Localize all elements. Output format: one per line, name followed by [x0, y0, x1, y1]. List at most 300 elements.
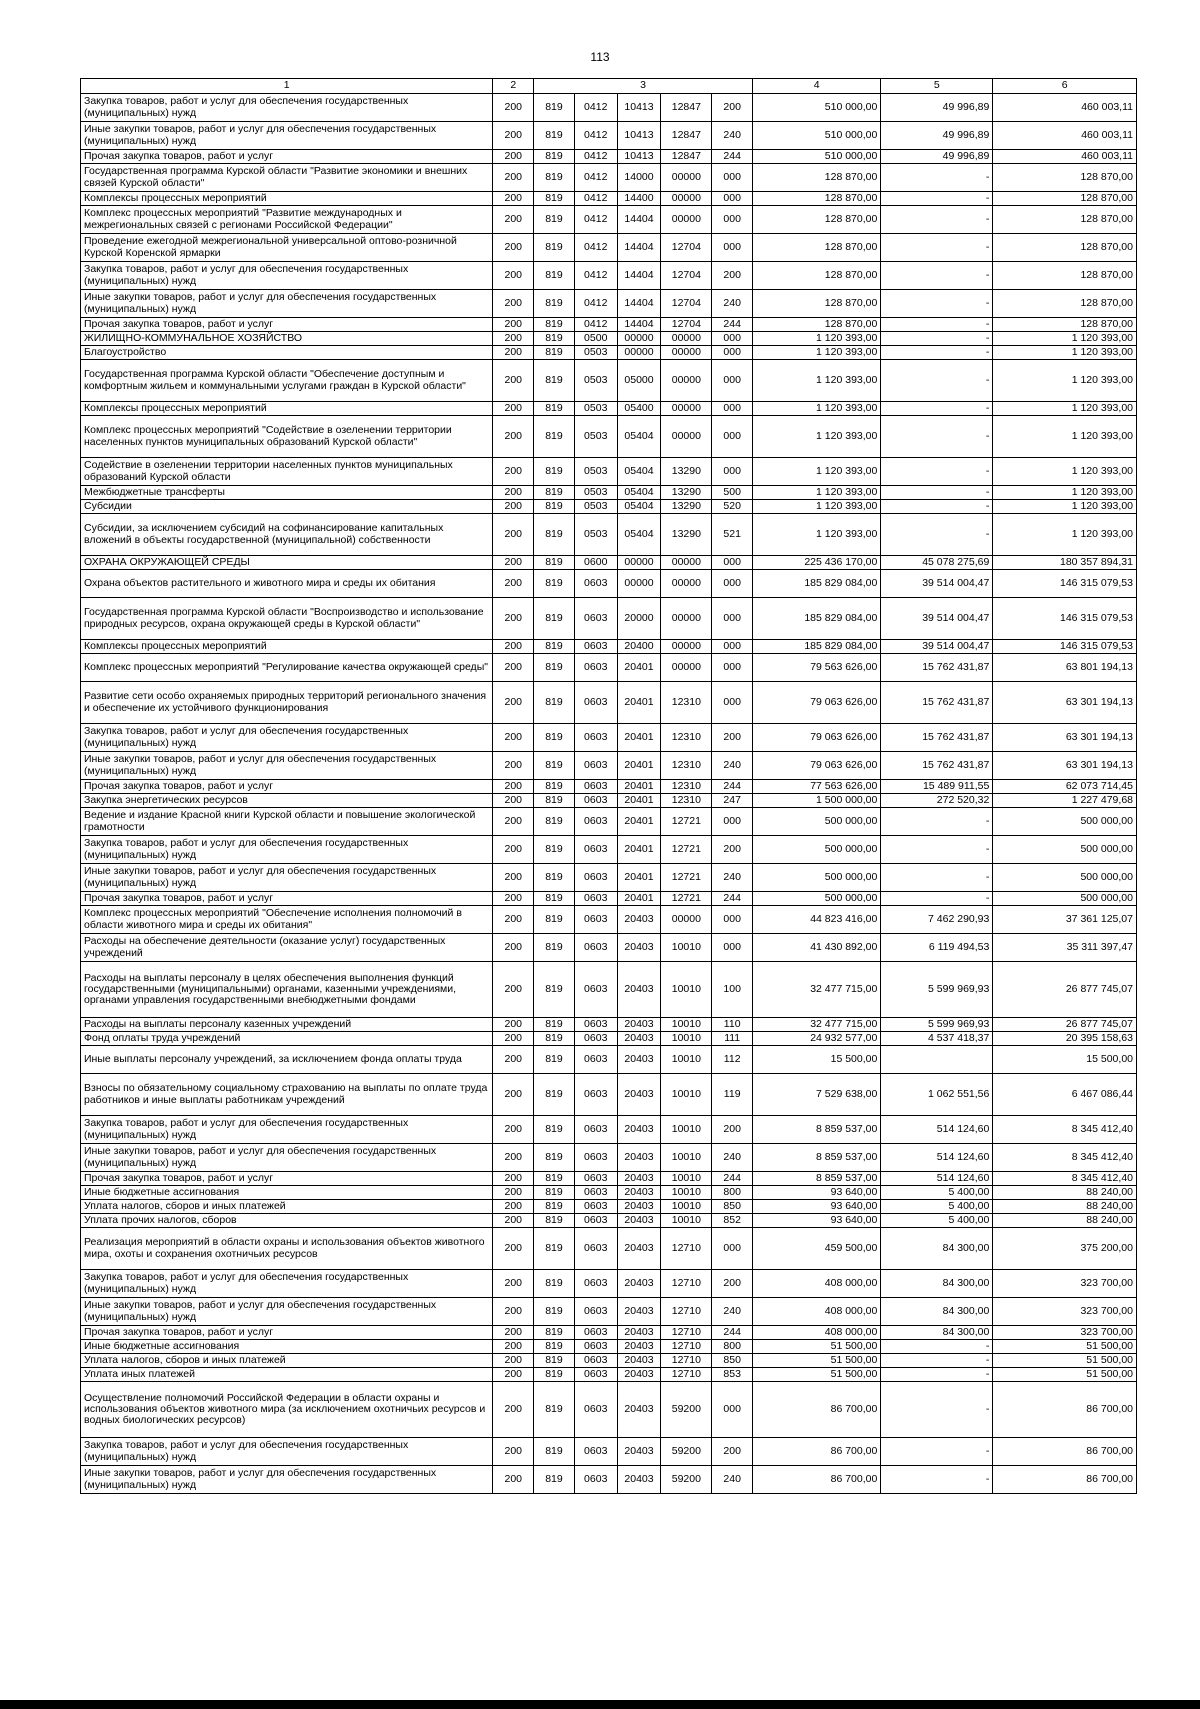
table-body — [81, 94, 1137, 1494]
row-plan-amount: 86 700,00 — [753, 1438, 881, 1466]
row-plan-amount: 79 063 626,00 — [753, 752, 881, 780]
row-plan-amount: 500 000,00 — [753, 892, 881, 906]
row-section: 0603 — [574, 1018, 617, 1032]
row-name: Уплата налогов, сборов и иных платежей — [81, 1200, 493, 1214]
table-row — [81, 962, 1137, 1018]
row-remaining-amount: 460 003,11 — [993, 150, 1137, 164]
row-plan-amount: 86 700,00 — [753, 1382, 881, 1438]
row-executed-amount: - — [881, 346, 993, 360]
row-executed-amount: 15 762 431,87 — [881, 654, 993, 682]
row-plan-amount: 128 870,00 — [753, 206, 881, 234]
row-executed-amount: - — [881, 164, 993, 192]
row-name: Содействие в озеленении территории населенных пунктов муниципальных образований Курской области — [81, 458, 493, 486]
row-executed-amount: - — [881, 836, 993, 864]
row-program: 00000 — [617, 346, 661, 360]
row-direction: 10010 — [661, 1186, 712, 1200]
table-row — [81, 1200, 1137, 1214]
row-grbs: 200 — [493, 1214, 534, 1228]
table-row — [81, 1018, 1137, 1032]
row-code-a: 819 — [534, 654, 575, 682]
row-executed-amount: - — [881, 416, 993, 458]
row-code-a: 819 — [534, 598, 575, 640]
row-direction: 12721 — [661, 864, 712, 892]
row-direction: 00000 — [661, 206, 712, 234]
row-program: 20403 — [617, 962, 661, 1018]
row-program: 20403 — [617, 1074, 661, 1116]
row-remaining-amount: 6 467 086,44 — [993, 1074, 1137, 1116]
header-row — [81, 79, 1137, 94]
table-row — [81, 724, 1137, 752]
row-executed-amount: 39 514 004,47 — [881, 640, 993, 654]
row-executed-amount: 7 462 290,93 — [881, 906, 993, 934]
row-section: 0603 — [574, 1326, 617, 1340]
row-remaining-amount: 500 000,00 — [993, 892, 1137, 906]
table-row — [81, 598, 1137, 640]
row-executed-amount: - — [881, 500, 993, 514]
row-name: Государственная программа Курской области "Обеспечение доступным и комфортным жильем и коммунальными услугами граждан в Курской области" — [81, 360, 493, 402]
row-program: 00000 — [617, 570, 661, 598]
row-expense-type: 853 — [712, 1368, 753, 1382]
row-executed-amount: - — [881, 318, 993, 332]
row-section: 0600 — [574, 556, 617, 570]
row-plan-amount: 93 640,00 — [753, 1186, 881, 1200]
row-grbs: 200 — [493, 1018, 534, 1032]
row-direction: 00000 — [661, 640, 712, 654]
row-executed-amount: - — [881, 192, 993, 206]
row-remaining-amount: 88 240,00 — [993, 1214, 1137, 1228]
row-executed-amount: 49 996,89 — [881, 122, 993, 150]
row-program: 00000 — [617, 556, 661, 570]
row-direction: 12847 — [661, 150, 712, 164]
header-col-5: 5 — [881, 79, 993, 94]
row-grbs: 200 — [493, 262, 534, 290]
row-code-a: 819 — [534, 1172, 575, 1186]
row-direction: 12710 — [661, 1340, 712, 1354]
row-expense-type: 200 — [712, 1270, 753, 1298]
row-name: Расходы на выплаты персоналу в целях обеспечения выполнения функций государственными (муниципальными) органами, казенными учреждениями, органами управления государственными внебюджетными фондами — [81, 962, 493, 1018]
row-direction: 10010 — [661, 1032, 712, 1046]
row-code-a: 819 — [534, 416, 575, 458]
row-expense-type: 240 — [712, 122, 753, 150]
row-executed-amount: - — [881, 290, 993, 318]
row-remaining-amount: 1 120 393,00 — [993, 360, 1137, 402]
row-program: 05000 — [617, 360, 661, 402]
row-section: 0503 — [574, 500, 617, 514]
row-remaining-amount: 51 500,00 — [993, 1354, 1137, 1368]
row-name: Иные закупки товаров, работ и услуг для обеспечения государственных (муниципальных) нужд — [81, 290, 493, 318]
row-grbs: 200 — [493, 1228, 534, 1270]
row-name: ЖИЛИЩНО-КОММУНАЛЬНОЕ ХОЗЯЙСТВО — [81, 332, 493, 346]
row-section: 0412 — [574, 206, 617, 234]
row-program: 14404 — [617, 262, 661, 290]
row-expense-type: 000 — [712, 332, 753, 346]
row-executed-amount: - — [881, 206, 993, 234]
row-executed-amount: - — [881, 262, 993, 290]
row-section: 0603 — [574, 1354, 617, 1368]
row-name: Комплексы процессных мероприятий — [81, 192, 493, 206]
row-name: Иные закупки товаров, работ и услуг для обеспечения государственных (муниципальных) нужд — [81, 1466, 493, 1494]
row-code-a: 819 — [534, 724, 575, 752]
row-expense-type: 000 — [712, 682, 753, 724]
row-program: 05404 — [617, 514, 661, 556]
row-name: Закупка товаров, работ и услуг для обеспечения государственных (муниципальных) нужд — [81, 1116, 493, 1144]
row-remaining-amount: 1 120 393,00 — [993, 500, 1137, 514]
row-code-a: 819 — [534, 1186, 575, 1200]
row-section: 0603 — [574, 1382, 617, 1438]
row-program: 20403 — [617, 1046, 661, 1074]
row-program: 14404 — [617, 318, 661, 332]
row-name: Закупка энергетических ресурсов — [81, 794, 493, 808]
row-grbs: 200 — [493, 570, 534, 598]
row-grbs: 200 — [493, 1354, 534, 1368]
row-expense-type: 240 — [712, 1298, 753, 1326]
table-row — [81, 332, 1137, 346]
row-program: 20401 — [617, 724, 661, 752]
row-code-a: 819 — [534, 836, 575, 864]
row-expense-type: 244 — [712, 1172, 753, 1186]
row-section: 0500 — [574, 332, 617, 346]
row-remaining-amount: 62 073 714,45 — [993, 780, 1137, 794]
row-grbs: 200 — [493, 1116, 534, 1144]
row-code-a: 819 — [534, 346, 575, 360]
row-plan-amount: 510 000,00 — [753, 122, 881, 150]
row-name: Комплекс процессных мероприятий "Обеспечение исполнения полномочий в области животного мира и среды их обитания" — [81, 906, 493, 934]
row-plan-amount: 79 563 626,00 — [753, 654, 881, 682]
row-program: 20403 — [617, 1354, 661, 1368]
row-direction: 00000 — [661, 906, 712, 934]
row-direction: 10010 — [661, 1018, 712, 1032]
table-row — [81, 192, 1137, 206]
row-direction: 12721 — [661, 808, 712, 836]
row-section: 0603 — [574, 1144, 617, 1172]
table-row — [81, 1298, 1137, 1326]
row-remaining-amount: 375 200,00 — [993, 1228, 1137, 1270]
row-code-a: 819 — [534, 1354, 575, 1368]
row-section: 0603 — [574, 598, 617, 640]
row-program: 20403 — [617, 1340, 661, 1354]
row-name: Иные выплаты персоналу учреждений, за исключением фонда оплаты труда — [81, 1046, 493, 1074]
row-program: 20401 — [617, 654, 661, 682]
row-executed-amount: 49 996,89 — [881, 150, 993, 164]
row-section: 0603 — [574, 1466, 617, 1494]
row-executed-amount: 15 762 431,87 — [881, 724, 993, 752]
row-code-a: 819 — [534, 892, 575, 906]
row-program: 10413 — [617, 150, 661, 164]
table-row — [81, 1228, 1137, 1270]
table-row — [81, 794, 1137, 808]
row-plan-amount: 44 823 416,00 — [753, 906, 881, 934]
row-name: Реализация мероприятий в области охраны и использования объектов животного мира, охоты и сохранения охотничьих ресурсов — [81, 1228, 493, 1270]
row-expense-type: 244 — [712, 150, 753, 164]
row-program: 20401 — [617, 682, 661, 724]
row-remaining-amount: 1 120 393,00 — [993, 346, 1137, 360]
row-executed-amount: 5 400,00 — [881, 1200, 993, 1214]
row-grbs: 200 — [493, 1438, 534, 1466]
row-section: 0412 — [574, 318, 617, 332]
row-name: Закупка товаров, работ и услуг для обеспечения государственных (муниципальных) нужд — [81, 836, 493, 864]
row-direction: 10010 — [661, 934, 712, 962]
row-program: 14000 — [617, 164, 661, 192]
table-row — [81, 1074, 1137, 1116]
row-plan-amount: 1 120 393,00 — [753, 332, 881, 346]
row-expense-type: 112 — [712, 1046, 753, 1074]
row-code-a: 819 — [534, 192, 575, 206]
row-section: 0503 — [574, 416, 617, 458]
row-direction: 10010 — [661, 1172, 712, 1186]
row-name: Прочая закупка товаров, работ и услуг — [81, 1172, 493, 1186]
header-col-1: 1 — [81, 79, 493, 94]
row-grbs: 200 — [493, 1270, 534, 1298]
row-code-a: 819 — [534, 1074, 575, 1116]
row-code-a: 819 — [534, 1298, 575, 1326]
row-name: Благоустройство — [81, 346, 493, 360]
row-program: 00000 — [617, 332, 661, 346]
row-code-a: 819 — [534, 1018, 575, 1032]
row-program: 14404 — [617, 206, 661, 234]
row-executed-amount: - — [881, 486, 993, 500]
row-executed-amount: - — [881, 234, 993, 262]
row-name: Проведение ежегодной межрегиональной универсальной оптово-розничной Курской Коренской ярмарки — [81, 234, 493, 262]
row-program: 20401 — [617, 808, 661, 836]
row-expense-type: 500 — [712, 486, 753, 500]
row-code-a: 819 — [534, 1214, 575, 1228]
row-section: 0412 — [574, 150, 617, 164]
row-code-a: 819 — [534, 514, 575, 556]
row-program: 05404 — [617, 458, 661, 486]
row-executed-amount: 4 537 418,37 — [881, 1032, 993, 1046]
row-expense-type: 521 — [712, 514, 753, 556]
table-row — [81, 1116, 1137, 1144]
row-executed-amount: 49 996,89 — [881, 94, 993, 122]
row-direction: 00000 — [661, 416, 712, 458]
row-direction: 00000 — [661, 556, 712, 570]
row-section: 0603 — [574, 892, 617, 906]
row-executed-amount: 272 520,32 — [881, 794, 993, 808]
row-remaining-amount: 323 700,00 — [993, 1298, 1137, 1326]
row-code-a: 819 — [534, 1466, 575, 1494]
row-direction: 00000 — [661, 402, 712, 416]
budget-table — [80, 78, 1137, 1494]
row-program: 20403 — [617, 1228, 661, 1270]
row-name: Межбюджетные трансферты — [81, 486, 493, 500]
row-remaining-amount: 26 877 745,07 — [993, 1018, 1137, 1032]
row-executed-amount: 5 599 969,93 — [881, 1018, 993, 1032]
table-row — [81, 752, 1137, 780]
table-row — [81, 934, 1137, 962]
row-plan-amount: 8 859 537,00 — [753, 1172, 881, 1186]
row-grbs: 200 — [493, 640, 534, 654]
row-executed-amount: 5 599 969,93 — [881, 962, 993, 1018]
row-plan-amount: 1 120 393,00 — [753, 402, 881, 416]
row-name: Фонд оплаты труда учреждений — [81, 1032, 493, 1046]
row-section: 0603 — [574, 1298, 617, 1326]
row-name: Прочая закупка товаров, работ и услуг — [81, 1326, 493, 1340]
table-row — [81, 458, 1137, 486]
row-plan-amount: 510 000,00 — [753, 94, 881, 122]
row-expense-type: 850 — [712, 1200, 753, 1214]
row-plan-amount: 128 870,00 — [753, 164, 881, 192]
table-row — [81, 1032, 1137, 1046]
row-remaining-amount: 63 301 194,13 — [993, 724, 1137, 752]
row-grbs: 200 — [493, 1298, 534, 1326]
table-row — [81, 640, 1137, 654]
row-direction: 12704 — [661, 318, 712, 332]
row-code-a: 819 — [534, 780, 575, 794]
row-executed-amount: - — [881, 1438, 993, 1466]
row-plan-amount: 32 477 715,00 — [753, 1018, 881, 1032]
row-remaining-amount: 86 700,00 — [993, 1466, 1137, 1494]
row-remaining-amount: 37 361 125,07 — [993, 906, 1137, 934]
row-code-a: 819 — [534, 1144, 575, 1172]
row-remaining-amount: 500 000,00 — [993, 836, 1137, 864]
row-code-a: 819 — [534, 570, 575, 598]
row-plan-amount: 7 529 638,00 — [753, 1074, 881, 1116]
row-program: 10413 — [617, 94, 661, 122]
row-direction: 13290 — [661, 514, 712, 556]
row-plan-amount: 1 120 393,00 — [753, 514, 881, 556]
row-executed-amount: 39 514 004,47 — [881, 598, 993, 640]
row-plan-amount: 1 120 393,00 — [753, 500, 881, 514]
row-name: Закупка товаров, работ и услуг для обеспечения государственных (муниципальных) нужд — [81, 1438, 493, 1466]
row-code-a: 819 — [534, 1438, 575, 1466]
row-grbs: 200 — [493, 1172, 534, 1186]
row-section: 0412 — [574, 290, 617, 318]
row-expense-type: 000 — [712, 570, 753, 598]
table-row — [81, 402, 1137, 416]
row-executed-amount: 84 300,00 — [881, 1270, 993, 1298]
row-direction: 10010 — [661, 962, 712, 1018]
row-code-a: 819 — [534, 752, 575, 780]
row-section: 0603 — [574, 808, 617, 836]
row-section: 0603 — [574, 640, 617, 654]
row-direction: 10010 — [661, 1144, 712, 1172]
row-program: 20403 — [617, 906, 661, 934]
table-row — [81, 290, 1137, 318]
row-plan-amount: 185 829 084,00 — [753, 570, 881, 598]
table-row — [81, 346, 1137, 360]
table-row — [81, 892, 1137, 906]
row-direction: 10010 — [661, 1046, 712, 1074]
row-grbs: 200 — [493, 556, 534, 570]
row-code-a: 819 — [534, 206, 575, 234]
row-plan-amount: 79 063 626,00 — [753, 724, 881, 752]
row-code-a: 819 — [534, 1326, 575, 1340]
row-remaining-amount: 180 357 894,31 — [993, 556, 1137, 570]
row-expense-type: 244 — [712, 318, 753, 332]
row-plan-amount: 128 870,00 — [753, 290, 881, 318]
row-name: Осуществление полномочий Российской Федерации в области охраны и использования объектов животного мира (за исключением охотничьих ресурсов и водных биологических ресурсов) — [81, 1382, 493, 1438]
row-direction: 12710 — [661, 1298, 712, 1326]
row-direction: 10010 — [661, 1074, 712, 1116]
row-remaining-amount: 8 345 412,40 — [993, 1144, 1137, 1172]
row-program: 20403 — [617, 1368, 661, 1382]
row-program: 20403 — [617, 1186, 661, 1200]
table-row — [81, 1368, 1137, 1382]
row-expense-type: 247 — [712, 794, 753, 808]
row-plan-amount: 500 000,00 — [753, 836, 881, 864]
row-program: 20403 — [617, 1200, 661, 1214]
row-program: 20403 — [617, 1144, 661, 1172]
row-code-a: 819 — [534, 640, 575, 654]
row-expense-type: 100 — [712, 962, 753, 1018]
row-grbs: 200 — [493, 1466, 534, 1494]
row-direction: 12710 — [661, 1270, 712, 1298]
row-code-a: 819 — [534, 934, 575, 962]
row-remaining-amount: 86 700,00 — [993, 1438, 1137, 1466]
row-name: Прочая закупка товаров, работ и услуг — [81, 150, 493, 164]
row-expense-type: 200 — [712, 1438, 753, 1466]
row-grbs: 200 — [493, 598, 534, 640]
row-code-a: 819 — [534, 962, 575, 1018]
table-row — [81, 1144, 1137, 1172]
row-section: 0603 — [574, 724, 617, 752]
row-plan-amount: 93 640,00 — [753, 1200, 881, 1214]
row-expense-type: 000 — [712, 402, 753, 416]
row-code-a: 819 — [534, 1032, 575, 1046]
row-section: 0603 — [574, 682, 617, 724]
row-program: 20401 — [617, 836, 661, 864]
row-expense-type: 000 — [712, 164, 753, 192]
table-row — [81, 1172, 1137, 1186]
row-expense-type: 000 — [712, 1382, 753, 1438]
row-section: 0603 — [574, 654, 617, 682]
row-section: 0503 — [574, 360, 617, 402]
row-grbs: 200 — [493, 724, 534, 752]
row-expense-type: 244 — [712, 780, 753, 794]
header-col-2: 2 — [493, 79, 534, 94]
row-direction: 12310 — [661, 794, 712, 808]
row-grbs: 200 — [493, 360, 534, 402]
row-section: 0603 — [574, 1116, 617, 1144]
row-plan-amount: 408 000,00 — [753, 1298, 881, 1326]
row-grbs: 200 — [493, 192, 534, 206]
row-program: 20403 — [617, 934, 661, 962]
row-executed-amount: - — [881, 808, 993, 836]
row-grbs: 200 — [493, 1144, 534, 1172]
row-program: 14404 — [617, 290, 661, 318]
row-remaining-amount: 15 500,00 — [993, 1046, 1137, 1074]
row-expense-type: 000 — [712, 458, 753, 486]
row-code-a: 819 — [534, 794, 575, 808]
row-remaining-amount: 35 311 397,47 — [993, 934, 1137, 962]
row-grbs: 200 — [493, 514, 534, 556]
row-section: 0503 — [574, 402, 617, 416]
row-name: Иные закупки товаров, работ и услуг для обеспечения государственных (муниципальных) нужд — [81, 752, 493, 780]
row-program: 05400 — [617, 402, 661, 416]
header-col-4: 4 — [753, 79, 881, 94]
row-remaining-amount: 146 315 079,53 — [993, 570, 1137, 598]
row-grbs: 200 — [493, 808, 534, 836]
row-direction: 12847 — [661, 122, 712, 150]
row-program: 10413 — [617, 122, 661, 150]
row-executed-amount: - — [881, 1368, 993, 1382]
row-section: 0603 — [574, 1228, 617, 1270]
row-remaining-amount: 51 500,00 — [993, 1368, 1137, 1382]
row-program: 14400 — [617, 192, 661, 206]
row-expense-type: 244 — [712, 892, 753, 906]
row-executed-amount: 45 078 275,69 — [881, 556, 993, 570]
row-program: 20401 — [617, 752, 661, 780]
row-remaining-amount: 63 801 194,13 — [993, 654, 1137, 682]
row-grbs: 200 — [493, 290, 534, 318]
table-row — [81, 164, 1137, 192]
row-remaining-amount: 128 870,00 — [993, 164, 1137, 192]
row-program: 14404 — [617, 234, 661, 262]
row-section: 0603 — [574, 836, 617, 864]
row-remaining-amount: 128 870,00 — [993, 262, 1137, 290]
row-code-a: 819 — [534, 1270, 575, 1298]
row-direction: 59200 — [661, 1382, 712, 1438]
